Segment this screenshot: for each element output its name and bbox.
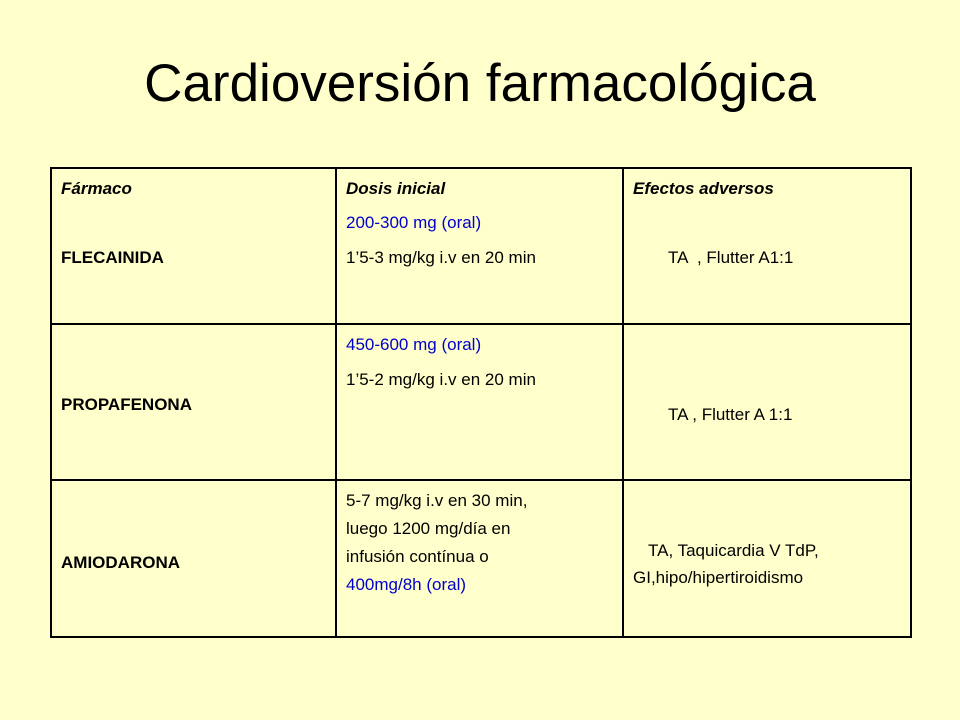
table-row-divider — [50, 479, 912, 481]
adverse-propafenona: TA , Flutter A 1:1 — [668, 405, 793, 424]
dose-iv-propafenona: 1’5-2 mg/kg i.v en 20 min — [346, 370, 536, 389]
adverse-flecainida: TA , Flutter A1:1 — [668, 248, 794, 267]
dose-oral-flecainida: 200-300 mg (oral) — [346, 213, 482, 232]
dose-iv-amiodarona-line3: infusión contínua o — [346, 547, 489, 566]
drug-name-amiodarona: AMIODARONA — [61, 553, 180, 572]
table-row-divider — [50, 323, 912, 325]
table-column-divider — [622, 167, 624, 638]
dose-iv-amiodarona-line1: 5-7 mg/kg i.v en 30 min, — [346, 491, 528, 510]
dose-oral-propafenona: 450-600 mg (oral) — [346, 335, 482, 354]
dose-oral-amiodarona: 400mg/8h (oral) — [346, 575, 467, 594]
drug-name-flecainida: FLECAINIDA — [61, 248, 164, 267]
dose-iv-amiodarona-line2: luego 1200 mg/día en — [346, 519, 511, 538]
header-drug: Fármaco — [61, 179, 132, 198]
table-border-left — [50, 167, 52, 638]
adverse-amiodarona-line2: GI,hipo/hipertiroidismo — [633, 568, 804, 587]
table-border-top — [50, 167, 912, 169]
table-border-bottom — [50, 636, 912, 638]
adverse-amiodarona-line1: TA, Taquicardia V TdP, — [648, 541, 819, 560]
table-column-divider — [335, 167, 337, 638]
table-border-right — [910, 167, 912, 638]
header-dose: Dosis inicial — [346, 179, 446, 198]
header-adverse: Efectos adversos — [633, 179, 774, 198]
slide-title: Cardioversión farmacológica — [144, 54, 816, 113]
dose-iv-flecainida: 1’5-3 mg/kg i.v en 20 min — [346, 248, 536, 267]
drug-name-propafenona: PROPAFENONA — [61, 395, 192, 414]
